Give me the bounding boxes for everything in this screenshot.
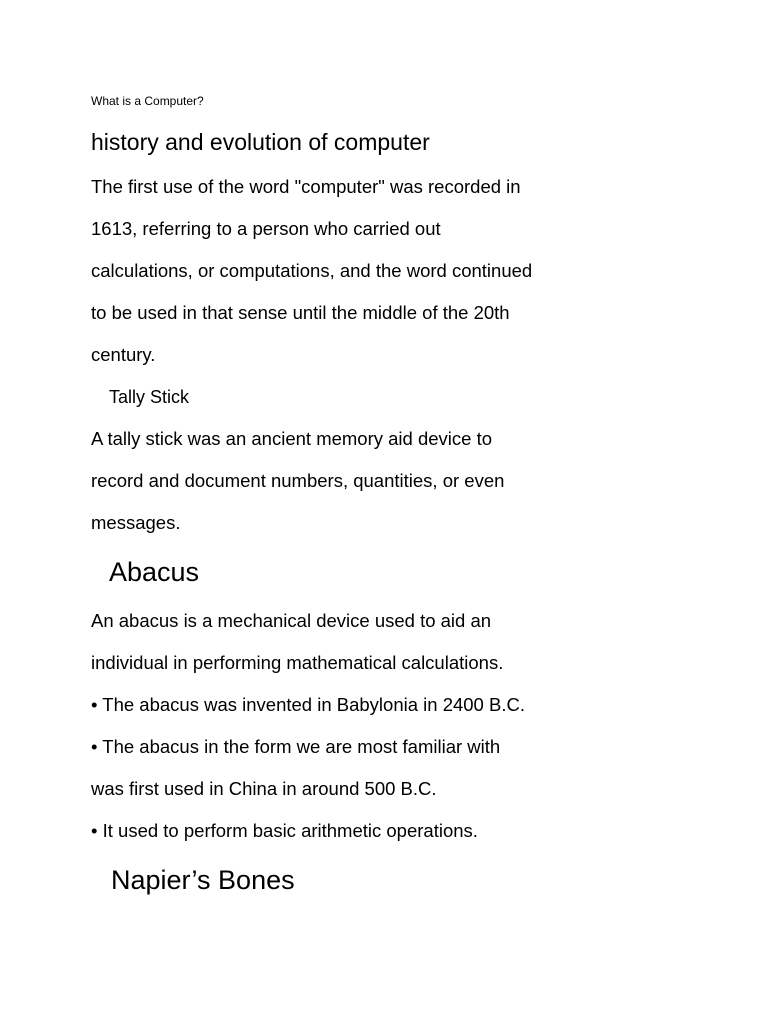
tally-stick-line-3: messages. [91,512,181,533]
napiers-bones-heading: Napier’s Bones [111,865,295,895]
tally-stick-heading: Tally Stick [109,387,190,407]
paragraph-1-line-2: 1613, referring to a person who carried out [91,218,441,239]
abacus-heading: Abacus [109,557,200,587]
paragraph-1-line-5: century. [91,344,156,365]
tally-stick-line-2: record and document numbers, quantities, or even [91,470,505,491]
abacus-bullet-2-cont: was first used in China in around 500 B.C. [91,778,437,799]
intro-question: What is a Computer? [91,94,204,108]
abacus-bullet-2: • The abacus in the form we are most familiar with [91,736,501,757]
abacus-line-1: An abacus is a mechanical device used to aid an [91,610,492,631]
abacus-bullet-3: • It used to perform basic arithmetic operations. [91,820,478,841]
paragraph-1-line-3: calculations, or computations, and the word continued [91,260,533,281]
main-heading: history and evolution of computer [91,129,430,155]
tally-stick-line-1: A tally stick was an ancient memory aid device to [91,428,493,449]
abacus-bullet-1: • The abacus was invented in Babylonia in 2400 B.C. [91,694,525,715]
abacus-line-2: individual in performing mathematical calculations. [91,652,504,673]
paragraph-1-line-1: The first use of the word "computer" was recorded in [91,176,521,197]
paragraph-1-line-4: to be used in that sense until the middle of the 20th [91,302,510,323]
